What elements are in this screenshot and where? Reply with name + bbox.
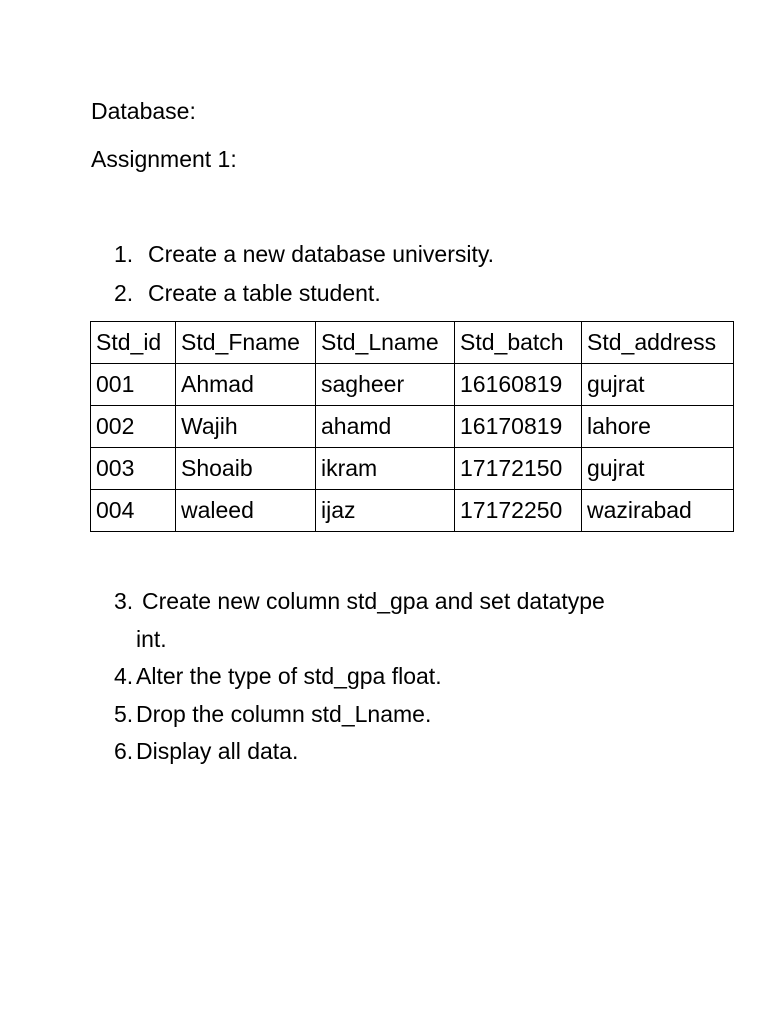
- task-number: 1.: [114, 241, 134, 267]
- task-item-3-continuation: int.: [136, 626, 167, 652]
- table-row: [91, 364, 734, 406]
- table-cell: 16160819: [455, 364, 582, 406]
- student-table: [90, 321, 734, 532]
- table-cell: lahore: [582, 406, 734, 448]
- task-number: 2.: [114, 280, 134, 306]
- task-number: 5.: [114, 701, 134, 727]
- task-text: Display all data.: [136, 738, 299, 764]
- table-cell: Ahmad: [176, 364, 316, 406]
- table-cell: 003: [91, 448, 176, 490]
- table-cell: ahamd: [316, 406, 455, 448]
- table-header-row: [91, 322, 734, 364]
- document-heading: Database:: [91, 98, 196, 124]
- table-header-cell: Std_Lname: [316, 322, 455, 364]
- table-cell: 002: [91, 406, 176, 448]
- table-cell: 16170819: [455, 406, 582, 448]
- task-item-3: [114, 587, 605, 615]
- task-number: 4.: [114, 663, 134, 689]
- table-header-cell: Std_address: [582, 322, 734, 364]
- task-item-4: [114, 662, 442, 690]
- table-cell: wazirabad: [582, 490, 734, 532]
- task-number: 6.: [114, 738, 134, 764]
- table-cell: ikram: [316, 448, 455, 490]
- table-row: [91, 406, 734, 448]
- task-text: Drop the column std_Lname.: [136, 701, 432, 727]
- table-cell: ijaz: [316, 490, 455, 532]
- table-row: [91, 448, 734, 490]
- table-header-cell: Std_batch: [455, 322, 582, 364]
- table-header-cell: Std_Fname: [176, 322, 316, 364]
- table-cell: 004: [91, 490, 176, 532]
- table-header-cell: Std_id: [91, 322, 176, 364]
- table-cell: gujrat: [582, 448, 734, 490]
- task-item-5: [114, 700, 431, 728]
- table-row: [91, 490, 734, 532]
- task-item-1: [114, 240, 494, 268]
- task-text: Create a new database university.: [148, 241, 495, 267]
- table-cell: sagheer: [316, 364, 455, 406]
- task-text: Alter the type of std_gpa float.: [136, 663, 442, 689]
- table-cell: 001: [91, 364, 176, 406]
- task-item-2: [114, 279, 381, 307]
- task-text: Create a table student.: [148, 280, 381, 306]
- assignment-title: Assignment 1:: [91, 146, 237, 172]
- table-cell: 17172150: [455, 448, 582, 490]
- table-cell: 17172250: [455, 490, 582, 532]
- task-number: 3.: [114, 588, 134, 614]
- table-cell: gujrat: [582, 364, 734, 406]
- table-cell: Wajih: [176, 406, 316, 448]
- task-text: Create new column std_gpa and set datatype: [142, 588, 605, 614]
- task-item-6: [114, 737, 298, 765]
- table-cell: Shoaib: [176, 448, 316, 490]
- table-cell: waleed: [176, 490, 316, 532]
